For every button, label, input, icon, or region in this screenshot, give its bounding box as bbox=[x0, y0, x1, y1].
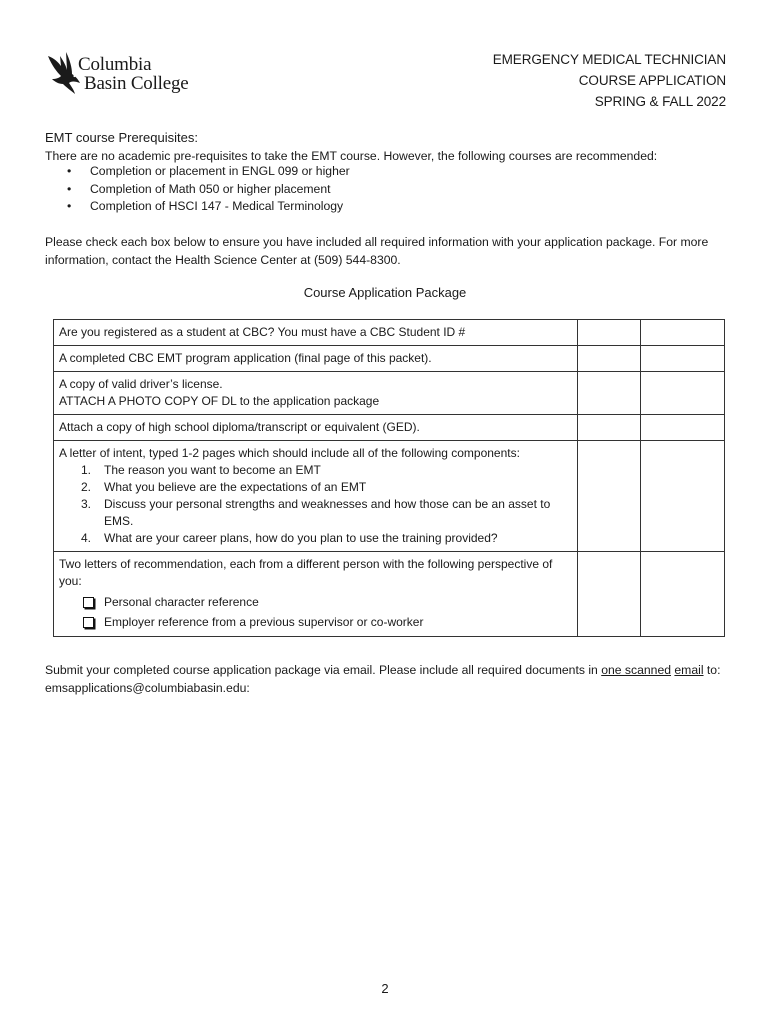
list-item bbox=[59, 462, 572, 479]
check-box-cell[interactable] bbox=[578, 415, 641, 441]
submit-emphasis: one scanned bbox=[601, 663, 672, 677]
prerequisites-intro: There are no academic pre-requisites to take the EMT course. However, the following courses are recommended: bbox=[45, 149, 658, 163]
item-text: The reason you want to become an EMT bbox=[104, 463, 321, 477]
check-box-cell[interactable] bbox=[641, 372, 725, 415]
submit-email-text: to: emsapplications@columbiabasin.edu: bbox=[45, 663, 721, 695]
requirement-text: A letter of intent, typed 1-2 pages which should include all of the following components: bbox=[59, 446, 520, 460]
requirement-cell bbox=[54, 372, 578, 415]
title-line-2: COURSE APPLICATION bbox=[578, 73, 726, 88]
check-box-cell[interactable] bbox=[578, 320, 641, 346]
table-row bbox=[54, 372, 725, 415]
item-text: What are your career plans, how do you plan to use the training provided? bbox=[104, 531, 498, 545]
submit-emphasis: email bbox=[674, 663, 704, 677]
logo-text-line1: Columbia bbox=[78, 54, 152, 75]
list-item bbox=[59, 479, 572, 496]
checkbox-icon[interactable] bbox=[83, 617, 94, 628]
recommendation-list bbox=[59, 592, 572, 632]
check-box-cell[interactable] bbox=[641, 346, 725, 372]
instructions-paragraph: Please check each box below to ensure you have included all required information with your application package. For more information, contact the Health Science Center at (509) 544-8300. bbox=[45, 235, 709, 267]
check-box-cell[interactable] bbox=[578, 552, 641, 637]
application-checklist-table bbox=[53, 319, 725, 637]
item-number: 2. bbox=[81, 480, 92, 494]
item-number: 4. bbox=[81, 531, 92, 545]
college-logo bbox=[44, 46, 209, 96]
package-title: Course Application Package bbox=[303, 285, 467, 300]
prerequisites-list bbox=[45, 163, 350, 216]
requirement-cell: Are you registered as a student at CBC? You must have a CBC Student ID # bbox=[54, 320, 578, 346]
item-text: What you believe are the expectations of an EMT bbox=[104, 480, 367, 494]
table-row bbox=[54, 441, 725, 552]
item-number: 1. bbox=[81, 463, 92, 477]
list-item bbox=[59, 592, 572, 612]
item-text: Employer reference from a previous supervisor or co-worker bbox=[104, 615, 424, 629]
requirement-cell bbox=[54, 441, 578, 552]
list-item: • Completion of HSCI 147 - Medical Terminology bbox=[45, 198, 350, 216]
check-box-cell[interactable] bbox=[641, 441, 725, 552]
table-row bbox=[54, 415, 725, 441]
document-title bbox=[493, 49, 726, 112]
check-box-cell[interactable] bbox=[578, 372, 641, 415]
title-line-1: EMERGENCY MEDICAL TECHNICIAN bbox=[492, 52, 726, 67]
check-box-cell[interactable] bbox=[641, 320, 725, 346]
prerequisites-heading: EMT course Prerequisites: bbox=[45, 130, 198, 145]
checkbox-icon[interactable] bbox=[83, 597, 94, 608]
table-row bbox=[54, 320, 725, 346]
submit-instructions bbox=[45, 661, 725, 697]
submit-text: Submit your completed course application package via email. Please include all required documents in bbox=[45, 663, 602, 677]
requirement-cell: A completed CBC EMT program application (final page of this packet). bbox=[54, 346, 578, 372]
check-box-cell[interactable] bbox=[578, 346, 641, 372]
table-row bbox=[54, 552, 725, 637]
requirement-cell bbox=[54, 552, 578, 637]
requirement-cell: Attach a copy of high school diploma/transcript or equivalent (GED). bbox=[54, 415, 578, 441]
page-number: 2 bbox=[381, 981, 389, 996]
item-text: Discuss your personal strengths and weaknesses and how those can be an asset to EMS. bbox=[104, 497, 551, 528]
item-number: 3. bbox=[81, 497, 92, 511]
letter-components-list bbox=[59, 462, 572, 547]
list-item bbox=[59, 496, 572, 530]
title-line-3: SPRING & FALL 2022 bbox=[594, 94, 726, 109]
requirement-text: Two letters of recommendation, each from a different person with the following perspective of you: bbox=[59, 557, 553, 588]
logo-text-line2: Basin College bbox=[84, 73, 189, 94]
list-item bbox=[59, 612, 572, 632]
list-item: • Completion of Math 050 or higher placement bbox=[45, 181, 350, 199]
requirement-line: A copy of valid driver’s license. bbox=[59, 377, 223, 391]
item-text: Personal character reference bbox=[104, 595, 259, 609]
check-box-cell[interactable] bbox=[641, 415, 725, 441]
check-box-cell[interactable] bbox=[641, 552, 725, 637]
table-row bbox=[54, 346, 725, 372]
requirement-line: ATTACH A PHOTO COPY OF DL to the application package bbox=[59, 394, 380, 408]
list-item: • Completion or placement in ENGL 099 or higher bbox=[45, 163, 350, 181]
list-item bbox=[59, 530, 572, 547]
check-box-cell[interactable] bbox=[578, 441, 641, 552]
